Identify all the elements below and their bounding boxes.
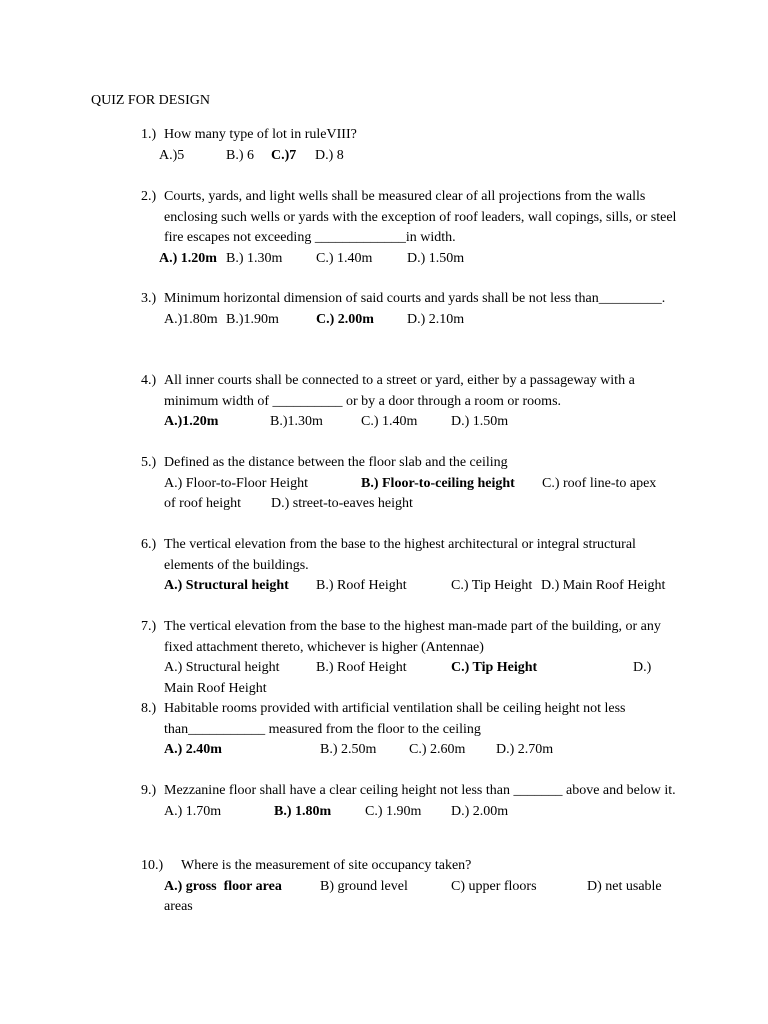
- question-6: [141, 535, 681, 597]
- quiz-title: QUIZ FOR DESIGN: [91, 93, 210, 108]
- option-c: C.) 2.60m: [409, 742, 466, 757]
- option-d: D.) 1.50m: [451, 414, 509, 429]
- option-a-answer: A.) 1.20m: [159, 250, 217, 266]
- option-b: B.) 6: [226, 147, 254, 163]
- option-c-answer: C.) Tip Height: [451, 660, 538, 675]
- question-number: 6.): [141, 537, 157, 552]
- option-a: A.) Structural height: [164, 660, 280, 675]
- option-d: D.) street-to-eaves height: [271, 496, 413, 511]
- question-number: 7.): [141, 619, 157, 634]
- option-c: C.) 1.40m: [361, 414, 418, 429]
- option-a-answer: A.)1.20m: [164, 414, 219, 429]
- option-d: D.) 1.50m: [407, 250, 465, 266]
- option-a: A.) Floor-to-Floor Height: [164, 475, 308, 491]
- question-8: [141, 699, 681, 761]
- question-7: [141, 617, 681, 699]
- question-text: The vertical elevation from the base to the highest man-made part of the building, or any fixed attachment thereto, whichever is higher (Antennae): [164, 619, 661, 655]
- options-row: [141, 494, 681, 515]
- option-a-answer: A.) 2.40m: [164, 742, 222, 757]
- option-b: B.) 1.30m: [226, 250, 283, 266]
- options-row: [141, 474, 681, 495]
- question-1: [141, 125, 681, 166]
- option-b: B.)1.90m: [226, 311, 279, 327]
- option-c: C.) roof line-to apex: [542, 475, 657, 491]
- options-row: [141, 658, 681, 679]
- question-text: Where is the measurement of site occupancy taken?: [181, 858, 472, 873]
- option-c: C.) 1.40m: [316, 250, 373, 266]
- option-c: C.) Tip Height: [451, 578, 533, 593]
- question-number: 8.): [141, 701, 157, 716]
- question-5: [141, 453, 681, 515]
- question-3: [141, 289, 681, 330]
- question-text: The vertical elevation from the base to the highest architectural or integral structural elements of the buildings.: [164, 537, 636, 573]
- question-number: 5.): [141, 455, 157, 470]
- option-c-answer: C.) 2.00m: [316, 311, 374, 327]
- option-d: D.) Main Roof Height: [541, 578, 666, 593]
- option-a-answer: A.) gross floor area: [164, 878, 282, 894]
- question-number: 10.): [141, 858, 164, 873]
- question-number: 4.): [141, 373, 157, 388]
- option-b-answer: B.) 1.80m: [274, 803, 332, 819]
- question-text: Minimum horizontal dimension of said courts and yards shall be not less than_________.: [164, 291, 666, 306]
- question-number: 2.): [141, 189, 157, 204]
- option-a: A.)1.80m: [164, 311, 218, 327]
- options-row: [141, 310, 681, 331]
- option-c: C) upper floors: [451, 878, 537, 894]
- question-10: [141, 856, 681, 918]
- options-row: [141, 146, 681, 167]
- question-text: Habitable rooms provided with artificial ventilation shall be ceiling height not less than___________ measured from the floor to the ceiling: [164, 701, 626, 737]
- option-d: D.) 2.00m: [451, 803, 509, 819]
- option-d: D) net usable: [587, 878, 662, 894]
- option-c-answer: C.)7: [271, 147, 297, 163]
- options-row: [141, 877, 681, 898]
- options-row: [141, 802, 681, 823]
- options-row: [141, 897, 681, 918]
- option-d: D.) 2.70m: [496, 742, 554, 757]
- option-d-continued: areas: [164, 899, 193, 914]
- option-b: B.) Roof Height: [316, 578, 407, 593]
- option-d: D.) 2.10m: [407, 311, 465, 327]
- question-9: [141, 781, 681, 822]
- option-b: B.) 2.50m: [320, 742, 377, 757]
- question-number: 3.): [141, 291, 157, 306]
- options-row: [141, 412, 681, 433]
- options-row: [141, 740, 681, 761]
- option-a-answer: A.) Structural height: [164, 578, 289, 593]
- question-text: Mezzanine floor shall have a clear ceiling height not less than _______ above and below it.: [164, 783, 676, 798]
- option-d: D.): [633, 660, 652, 675]
- options-row: [141, 679, 681, 700]
- option-d: D.) 8: [315, 147, 344, 163]
- option-b: B) ground level: [320, 878, 408, 894]
- question-number: 1.): [141, 127, 157, 142]
- option-c: C.) 1.90m: [365, 803, 422, 819]
- option-d-continued: Main Roof Height: [164, 680, 267, 696]
- option-a: A.)5: [159, 147, 185, 163]
- option-b-answer: B.) Floor-to-ceiling height: [361, 475, 515, 491]
- question-text: How many type of lot in ruleVIII?: [164, 127, 357, 142]
- option-c-continued: of roof height: [164, 496, 241, 511]
- question-4: [141, 371, 681, 433]
- options-row: [141, 576, 681, 597]
- question-text: Courts, yards, and light wells shall be measured clear of all projections from the walls enclosing such wells or yards with the exception of roof leaders, wall copings, sills, or steel fire escapes not exceeding _____________in width.: [164, 189, 677, 245]
- question-2: [141, 187, 681, 269]
- option-b: B.) Roof Height: [316, 660, 407, 675]
- option-b: B.)1.30m: [270, 414, 323, 429]
- question-text: Defined as the distance between the floor slab and the ceiling: [164, 455, 508, 470]
- options-row: [141, 249, 681, 270]
- question-text: All inner courts shall be connected to a street or yard, either by a passageway with a minimum width of __________ or by a door through a room or rooms.: [164, 373, 635, 409]
- question-number: 9.): [141, 783, 157, 798]
- option-a: A.) 1.70m: [164, 803, 222, 819]
